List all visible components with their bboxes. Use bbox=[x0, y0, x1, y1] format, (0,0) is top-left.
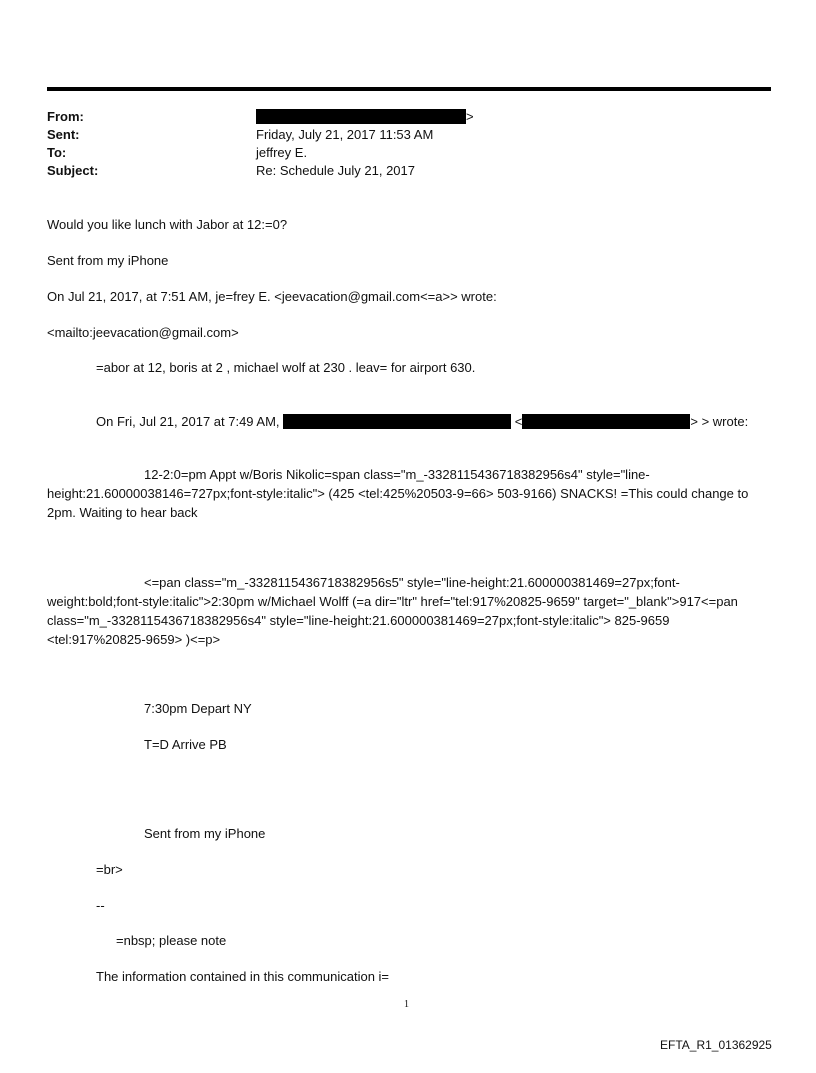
br-line: =br> bbox=[96, 862, 123, 877]
to-value: jeffrey E. bbox=[256, 145, 308, 160]
appt-wolff-start: <=pan class="m_-3328115436718382956s5" style="line-height:21.600000381469=27px;font- bbox=[144, 575, 680, 590]
nested-quote-suffix: > > wrote: bbox=[690, 414, 749, 429]
appt-boris-start: 12-2:0=pm Appt w/Boris Nikolic=span class="m_-3328115436718382956s4" style="line- bbox=[144, 467, 650, 482]
appt-wolff-paragraph bbox=[47, 573, 771, 649]
sent-label: Sent: bbox=[47, 127, 80, 142]
arrive-line: T=D Arrive PB bbox=[144, 737, 227, 752]
from-redaction bbox=[256, 109, 466, 124]
signature-dashes: -- bbox=[96, 898, 105, 913]
info-line: The information contained in this communication i= bbox=[96, 969, 390, 984]
nbsp-note: =nbsp; please note bbox=[116, 933, 227, 948]
body-line-lunch: Would you like lunch with Jabor at 12:=0? bbox=[47, 217, 288, 232]
sender-email-redaction bbox=[522, 414, 690, 429]
subject-label: Subject: bbox=[47, 163, 99, 178]
body-line-quote-header: On Jul 21, 2017, at 7:51 AM, je=frey E. <jeevacation@gmail.com<=a>> wrote: bbox=[47, 289, 497, 304]
page-number: 1 bbox=[404, 999, 409, 1010]
nested-quote-lt: < bbox=[514, 414, 523, 429]
subject-value: Re: Schedule July 21, 2017 bbox=[256, 163, 415, 178]
to-label: To: bbox=[47, 145, 67, 160]
from-label: From: bbox=[47, 109, 84, 124]
sent-value: Friday, July 21, 2017 11:53 AM bbox=[256, 127, 434, 142]
sent-from-iphone-2: Sent from my iPhone bbox=[144, 826, 266, 841]
header-rule bbox=[47, 87, 771, 91]
appt-wolff-rest: weight:bold;font-style:italic">2:30pm w/Michael Wolff (=a dir="ltr" href="tel:917%20825-9659" target="_blank">917<=pan class="m_-3328115436718382956s4" style="line-height:21.600000381469=27px;font-style:italic"> 825-9659 <tel:917%20825-9659> )<=p> bbox=[47, 594, 738, 647]
body-line-mailto: <mailto:jeevacation@gmail.com> bbox=[47, 325, 239, 340]
appt-boris-rest: height:21.60000038146=727px;font-style:italic"> (425 <tel:425%20503-9=66> 503-9166) SNACKS! =This could change to 2pm. Waiting to hear back bbox=[47, 486, 749, 520]
nested-quote-header bbox=[96, 414, 748, 430]
nested-quote-prefix: On Fri, Jul 21, 2017 at 7:49 AM, bbox=[96, 414, 280, 429]
document-id: EFTA_R1_01362925 bbox=[660, 1038, 772, 1052]
body-line-schedule: =abor at 12, boris at 2 , michael wolf at 230 . leav= for airport 630. bbox=[96, 360, 476, 375]
depart-line: 7:30pm Depart NY bbox=[144, 701, 252, 716]
appt-boris-paragraph bbox=[47, 465, 771, 522]
body-line-sent-from: Sent from my iPhone bbox=[47, 253, 169, 268]
sender-name-redaction bbox=[283, 414, 511, 429]
from-suffix: > bbox=[466, 109, 474, 124]
from-value bbox=[256, 109, 474, 125]
